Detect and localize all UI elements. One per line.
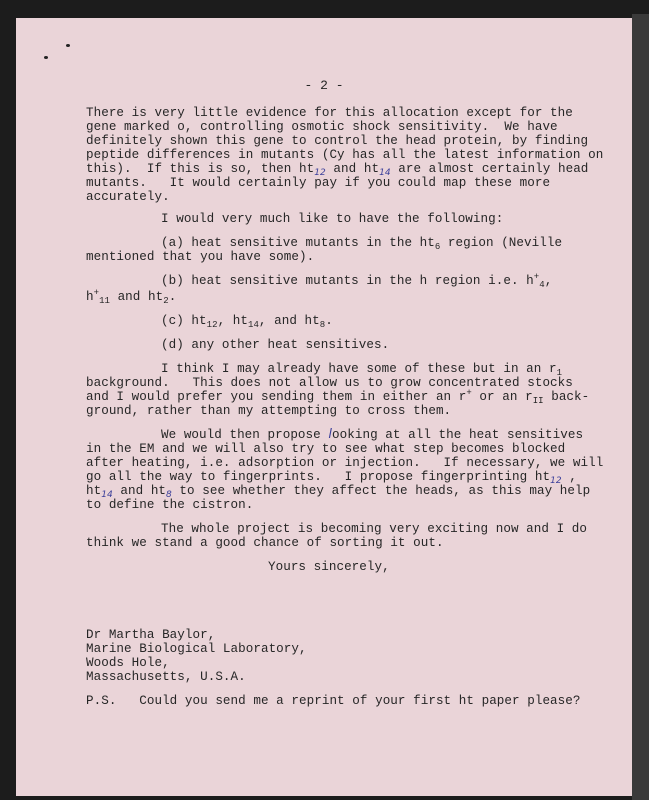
ink-speck <box>66 44 70 47</box>
closing-salutation: Yours sincerely, <box>268 560 390 574</box>
handwritten-subscript: 14 <box>101 490 113 500</box>
letter-page: - 2 - There is very little evidence for this allocation except for the gene marked o, controlling osmotic shock sensitivity. We have definitely shown this gene to control the head protein, by finding peptide differences in mutants (Cy has all the latest information on this). If this is so, then $ht_{12}$ and $ht_{14}$ are almost certainly head mutants. It would certainly pay if you could map these more accurately. I would very much like to have the following: (a) heat sensitive mutants in the $ht_6$ region (Neville mentioned that you have some). (b) heat sensitive mutants in the h region i.e. $h^+_4$, $h^+_{11}$ and $ht_2$. (c) $ht_{12}$, $ht_{14}$, and $ht_8$. (d) any other heat sensitives. I think I may already have some of these but in an $r_1$ background. This does not allow us to grow concentrated stocks and I would prefer you sending them in either an r+ or an $r_{II}$ back- ground, rather than my attempting to cross them. We would then propose looking at all the heat sensitives in the EM and we will also try to see what step becomes blocked after heating, i.e. adsorption or injection. If necessary, we will go all the way to fingerprints. I propose fingerprinting $ht_{12}$ , $ht_{14}$ and $ht_8$ to see whether they affect the heads, as this may help to define the cistron. The whole project is becoming very exciting now and I do think we stand a good chance of sorting it out. Yours sincerely, Dr Martha Baylor, Marine Biological Laboratory, Woods Hole, Massachusetts, U.S.A. P.S. Could you send me a reprint of your first ht paper please? <box>16 18 632 796</box>
handwritten-subscript: 12 <box>314 168 326 178</box>
item-c: (c) $ht_{12}$, $ht_{14}$, and $ht_8$. <box>161 314 333 330</box>
ink-speck <box>44 56 48 59</box>
handwritten-subscript: 12 <box>550 476 562 486</box>
request-intro: I would very much like to have the following: <box>161 212 504 226</box>
handwritten-subscript: 14 <box>379 168 391 178</box>
scan-edge <box>632 14 649 800</box>
handwritten-subscript: 8 <box>166 490 172 500</box>
handwritten-correction: l <box>328 427 333 442</box>
item-d: (d) any other heat sensitives. <box>161 338 390 352</box>
postscript: P.S. Could you send me a reprint of your first ht paper please? <box>86 694 581 708</box>
page-number: - 2 - <box>304 78 344 93</box>
